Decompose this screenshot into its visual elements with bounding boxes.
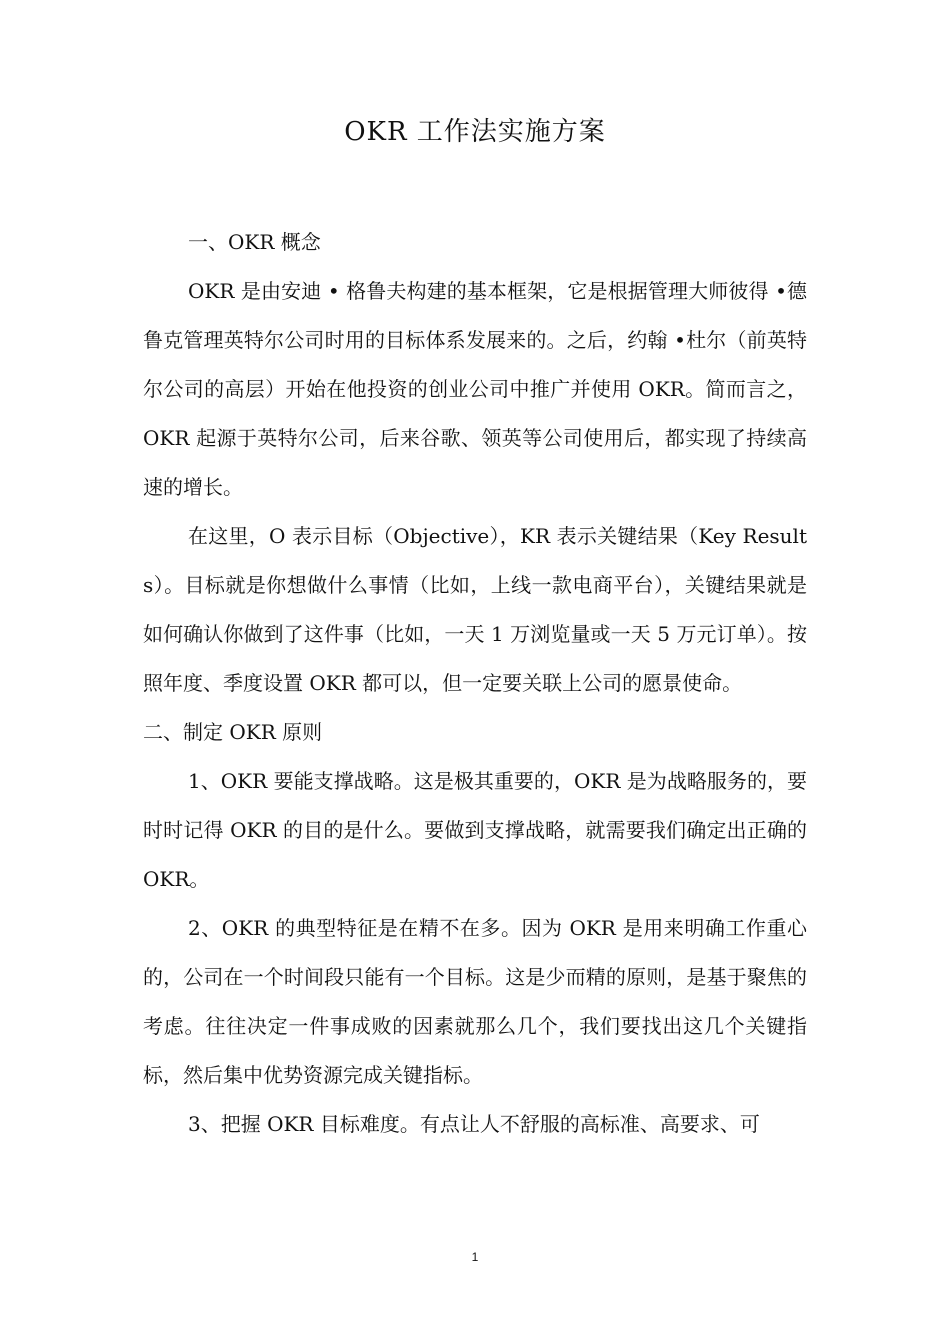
paragraph-okr-definition: 在这里，O 表示目标（Objective），KR 表示关键结果（Key Results）。目标就是你想做什么事情（比如，上线一款电商平台），关键结果就是如何确认你做到了这件事（比如，一天 1 万浏览量或一天 5 万元订单）。按照年度、季度设置 OKR 都可以，但一定要关联上公司的愿景使命。 [143,524,807,695]
document-body [143,218,807,1149]
paragraph-principle-2: 2、OKR 的典型特征是在精不在多。因为 OKR 是用来明确工作重心的，公司在一个时间段只能有一个目标。这是少而精的原则，是基于聚焦的考虑。往往决定一件事成败的因素就那么几个，我们要找出这几个关键指标，然后集中优势资源完成关键指标。 [143,916,807,1087]
paragraph-principle-3: 3、把握 OKR 目标难度。有点让人不舒服的高标准、高要求、可 [188,1112,760,1136]
section-heading-okr-principles: 二、制定 OKR 原则 [143,720,323,744]
document-title: OKR 工作法实施方案 [344,117,606,147]
paragraph-principle-1: 1、OKR 要能支撑战略。这是极其重要的，OKR 是为战略服务的，要时时记得 OKR 的目的是什么。要做到支撑战略，就需要我们确定出正确的 OKR。 [143,769,807,891]
section-heading-okr-concept: 一、OKR 概念 [188,230,321,254]
page-number: 1 [471,1250,479,1264]
paragraph-okr-origin: OKR 是由安迪 • 格鲁夫构建的基本框架，它是根据管理大师彼得 •德鲁克管理英特尔公司时用的目标体系发展来的。之后，约翰 •杜尔（前英特尔公司的高层）开始在他投资的创业公司中推广并使用 OKR。简而言之，OKR 起源于英特尔公司，后来谷歌、领英等公司使用后，都实现了持续高速的增长。 [143,279,807,499]
